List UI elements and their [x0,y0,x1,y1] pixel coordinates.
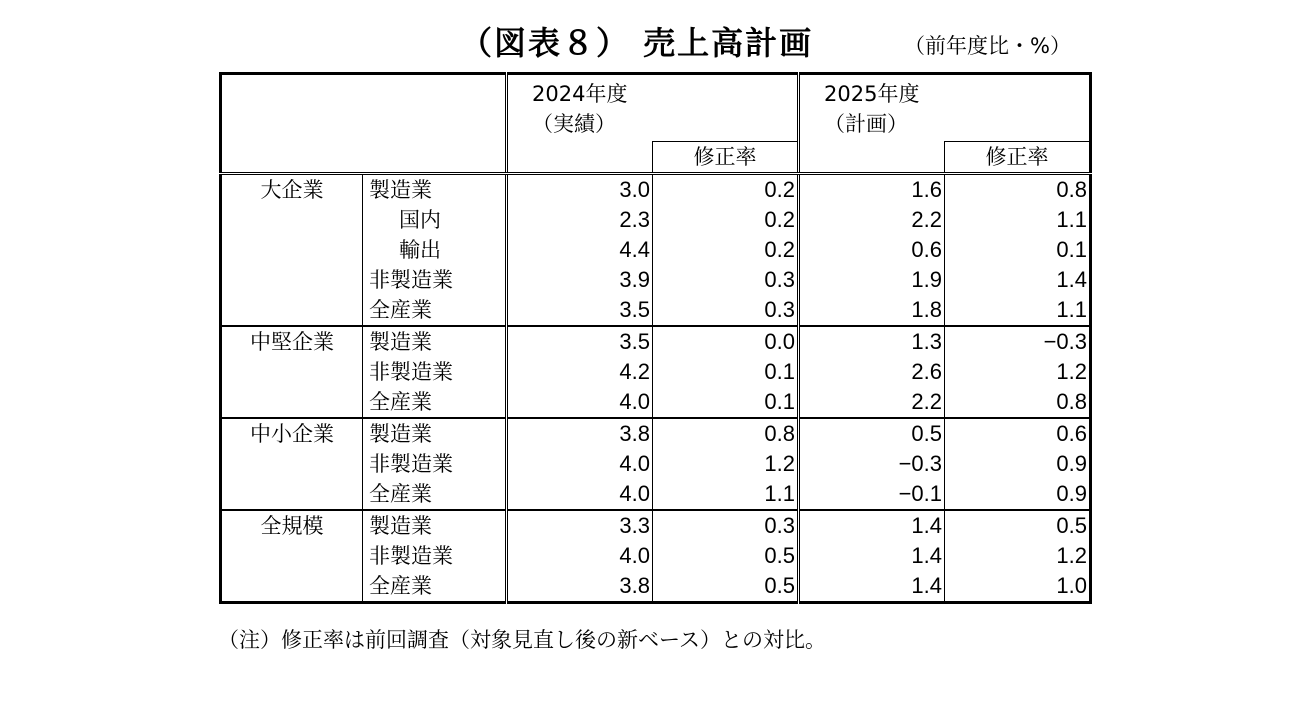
value-2024: 4.0 [507,449,653,479]
value-2024: 3.8 [507,571,653,603]
value-2025: 2.6 [799,357,945,387]
value-2025: 2.2 [799,387,945,418]
value-2024: 4.4 [507,235,653,265]
value-2024: 4.2 [507,357,653,387]
value-2025: 1.8 [799,295,945,326]
header-2024-type: （実績） [532,112,616,136]
revision-2024: 0.3 [653,510,799,541]
revision-2025: 0.1 [945,235,1091,265]
revision-2025: 1.2 [945,541,1091,571]
value-2024: 3.9 [507,265,653,295]
value-2025: 1.4 [799,571,945,603]
value-2024: 4.0 [507,387,653,418]
row-label: 国内 [399,208,441,232]
group-label: 中堅企業 [221,326,363,418]
revision-2025: 1.0 [945,571,1091,603]
unit-label: （前年度比・%） [904,34,1071,58]
value-2024: 3.0 [507,174,653,206]
revision-2024: 0.3 [653,295,799,326]
header-2025-blank [799,142,945,174]
revision-2025: 1.4 [945,265,1091,295]
header-2024-blank [507,142,653,174]
page-title: （図表８） 売上高計画 [460,24,814,62]
row-label: 非製造業 [369,452,453,476]
value-2024: 4.0 [507,479,653,510]
revision-2025: 1.1 [945,205,1091,235]
revision-2024: 0.5 [653,541,799,571]
value-2025: 1.9 [799,265,945,295]
value-2024: 3.8 [507,418,653,449]
revision-2025: 0.8 [945,387,1091,418]
header-2024 [507,74,799,142]
value-2024: 3.5 [507,295,653,326]
revision-2025: 1.2 [945,357,1091,387]
table-row [221,326,1091,357]
revision-2024: 1.2 [653,449,799,479]
row-label: 輸出 [399,238,441,262]
table-row [221,418,1091,449]
value-2024: 4.0 [507,541,653,571]
revision-2025: 0.8 [945,174,1091,206]
header-2025-year: 2025年度 [824,82,920,106]
value-2025: 2.2 [799,205,945,235]
header-2025 [799,74,1091,142]
value-2024: 3.5 [507,326,653,357]
header-2025-revision: 修正率 [945,142,1091,174]
row-label: 製造業 [369,178,432,202]
table-row [221,510,1091,541]
revision-2025: 1.1 [945,295,1091,326]
value-2024: 3.3 [507,510,653,541]
group-label: 中小企業 [221,418,363,510]
table-row [221,174,1091,206]
revision-2024: 0.2 [653,174,799,206]
row-label: 全産業 [369,298,432,322]
row-label: 製造業 [363,510,507,541]
revision-2025: 0.9 [945,479,1091,510]
value-2025: 1.3 [799,326,945,357]
header-row-1 [221,74,1091,142]
row-label: 非製造業 [369,544,453,568]
revision-2024: 0.3 [653,265,799,295]
value-2024: 2.3 [507,205,653,235]
value-2025: 1.4 [799,541,945,571]
row-label: 製造業 [363,326,507,357]
header-2024-revision: 修正率 [653,142,799,174]
value-2025: 0.5 [799,418,945,449]
revision-2025: −0.3 [945,326,1091,357]
revision-2024: 0.2 [653,235,799,265]
revision-2024: 0.8 [653,418,799,449]
revision-2025: 0.6 [945,418,1091,449]
header-corner [221,74,507,174]
revision-2024: 0.2 [653,205,799,235]
value-2025: −0.3 [799,449,945,479]
value-2025: 1.4 [799,510,945,541]
group-label: 大企業 [221,174,363,327]
row-label: 全産業 [369,390,432,414]
revision-2024: 0.0 [653,326,799,357]
revision-2024: 0.5 [653,571,799,603]
group-label: 全規模 [221,510,363,603]
revision-2025: 0.5 [945,510,1091,541]
row-label: 全産業 [369,574,432,598]
header-2024-year: 2024年度 [532,82,628,106]
row-label: 製造業 [363,418,507,449]
row-label: 全産業 [369,482,432,506]
row-label: 非製造業 [369,360,453,384]
value-2025: 1.6 [799,174,945,206]
row-label: 非製造業 [369,268,453,292]
value-2025: −0.1 [799,479,945,510]
revision-2024: 0.1 [653,387,799,418]
revision-2024: 1.1 [653,479,799,510]
sales-plan-table [219,72,1092,604]
value-2025: 0.6 [799,235,945,265]
revision-2024: 0.1 [653,357,799,387]
footnote: （注）修正率は前回調査（対象見直し後の新ベース）との対比。 [218,628,826,652]
header-2025-type: （計画） [824,112,908,136]
revision-2025: 0.9 [945,449,1091,479]
